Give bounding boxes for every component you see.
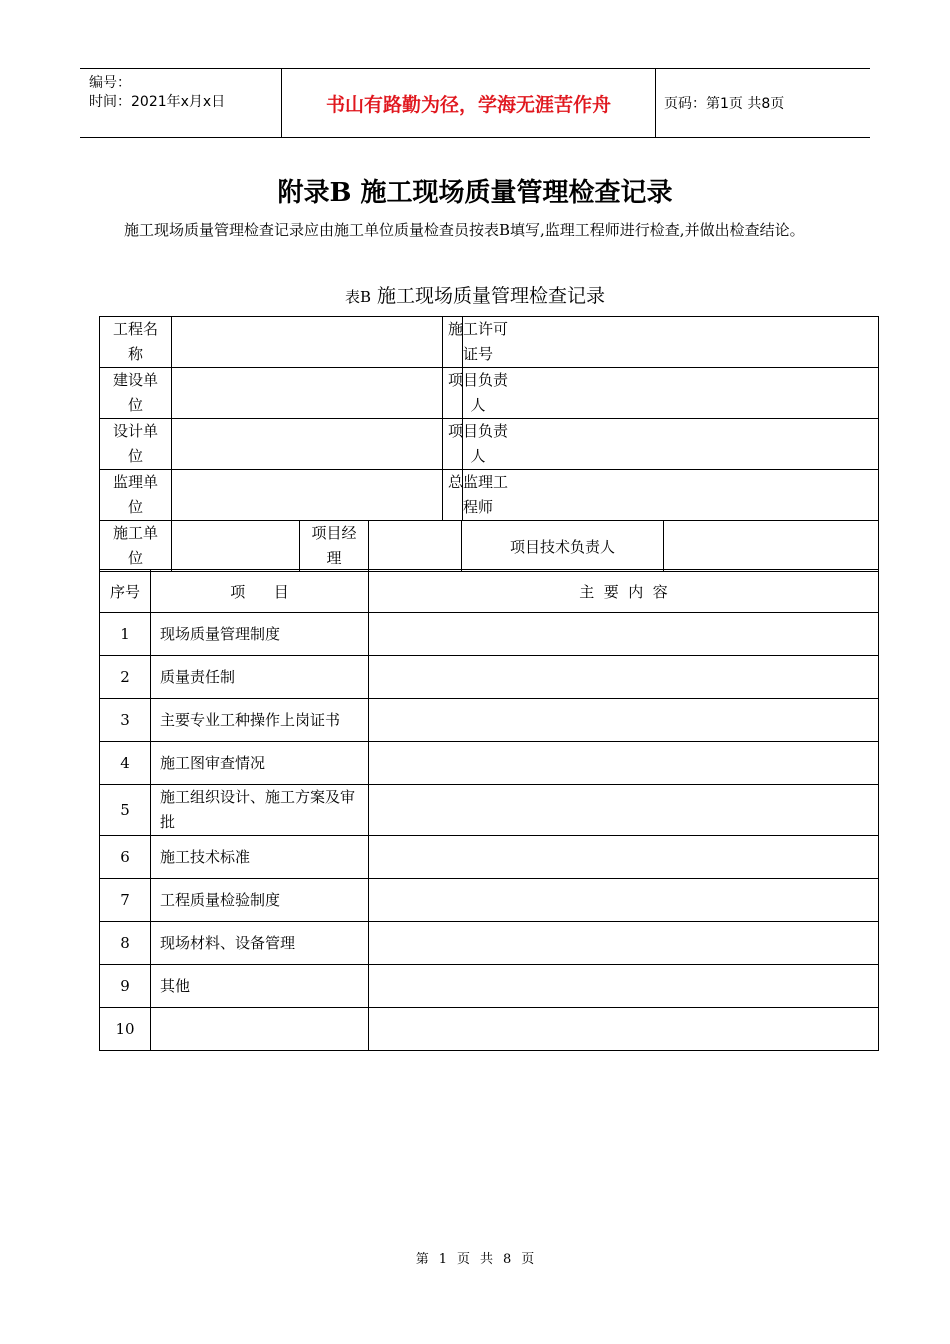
row-no: 3 <box>100 699 151 742</box>
table-header-row <box>100 570 879 613</box>
row-content[interactable] <box>369 836 879 879</box>
value-project-manager[interactable] <box>369 521 462 572</box>
table-row <box>100 785 879 836</box>
row-no: 8 <box>100 922 151 965</box>
value-designer[interactable] <box>172 419 443 470</box>
label-tech-lead: 项目技术负责人 <box>462 521 664 572</box>
label-project-manager: 项目经理 <box>300 521 369 572</box>
header-content: 主 要 内 容 <box>369 570 879 613</box>
table-row <box>100 699 879 742</box>
table-row <box>100 613 879 656</box>
row-content[interactable] <box>369 785 879 836</box>
header-motto: 书山有路勤为径，学海无涯苦作舟 <box>281 69 656 137</box>
row-content[interactable] <box>369 922 879 965</box>
table-row <box>100 836 879 879</box>
row-no: 10 <box>100 1008 151 1051</box>
table-row <box>100 1008 879 1051</box>
intro-paragraph: 施工现场质量管理检查记录应由施工单位质量检查员按表B填写,监理工程师进行检查,并做出检查结论。 <box>124 221 805 239</box>
table-row <box>100 879 879 922</box>
table-row <box>100 965 879 1008</box>
row-item <box>151 1008 369 1051</box>
header-meta <box>80 69 281 137</box>
row-item: 质量责任制 <box>151 656 369 699</box>
table-row <box>100 922 879 965</box>
table-row <box>100 742 879 785</box>
table-row <box>100 470 879 521</box>
label-chief-supervisor: 总监理工程师 <box>443 470 463 521</box>
number-label: 编号： <box>89 75 131 91</box>
value-project-name[interactable] <box>172 317 443 368</box>
row-item: 现场材料、设备管理 <box>151 922 369 965</box>
label-designer-lead: 项目负责人 <box>443 419 463 470</box>
table-row <box>100 368 879 419</box>
footer-total-pages: 8 <box>503 1252 512 1267</box>
label-contractor: 施工单位 <box>100 521 172 572</box>
info-table <box>99 316 879 572</box>
row-item: 工程质量检验制度 <box>151 879 369 922</box>
row-content[interactable] <box>369 613 879 656</box>
row-no: 2 <box>100 656 151 699</box>
row-item: 主要专业工种操作上岗证书 <box>151 699 369 742</box>
footer-word: 第 <box>415 1252 429 1267</box>
document-title: 附录B 施工现场质量管理检查记录 <box>277 178 673 208</box>
label-builder: 建设单位 <box>100 368 172 419</box>
check-table <box>99 569 879 1051</box>
footer-page-num: 1 <box>438 1252 447 1267</box>
page-header <box>80 68 870 138</box>
page-footer <box>0 1248 950 1267</box>
row-no: 6 <box>100 836 151 879</box>
row-no: 7 <box>100 879 151 922</box>
table-row <box>100 656 879 699</box>
label-permit-no: 施工许可证号 <box>443 317 463 368</box>
row-item: 施工组织设计、施工方案及审批 <box>151 785 369 836</box>
row-content[interactable] <box>369 965 879 1008</box>
row-item: 施工图审查情况 <box>151 742 369 785</box>
row-no: 5 <box>100 785 151 836</box>
header-no: 序号 <box>100 570 151 613</box>
value-chief-supervisor[interactable] <box>463 470 879 521</box>
value-permit-no[interactable] <box>463 317 879 368</box>
table-caption <box>0 281 950 308</box>
table-row <box>100 419 879 470</box>
value-builder-lead[interactable] <box>463 368 879 419</box>
row-item: 施工技术标准 <box>151 836 369 879</box>
table-row <box>100 317 879 368</box>
table-row <box>100 521 879 572</box>
header-item: 项 目 <box>151 570 369 613</box>
footer-word: 共 <box>480 1252 494 1267</box>
footer-word: 页 <box>456 1252 470 1267</box>
label-designer: 设计单位 <box>100 419 172 470</box>
label-supervisor: 监理单位 <box>100 470 172 521</box>
row-content[interactable] <box>369 879 879 922</box>
footer-word: 页 <box>521 1252 535 1267</box>
row-content[interactable] <box>369 1008 879 1051</box>
table-caption-prefix: 表B <box>344 288 371 306</box>
value-builder[interactable] <box>172 368 443 419</box>
row-no: 9 <box>100 965 151 1008</box>
row-no: 1 <box>100 613 151 656</box>
row-content[interactable] <box>369 742 879 785</box>
header-page-info: 页码：第1页 共8页 <box>664 96 785 112</box>
row-item: 现场质量管理制度 <box>151 613 369 656</box>
row-item: 其他 <box>151 965 369 1008</box>
table-caption-text: 施工现场质量管理检查记录 <box>370 285 606 307</box>
label-project-name: 工程名称 <box>100 317 172 368</box>
value-contractor[interactable] <box>172 521 300 572</box>
row-content[interactable] <box>369 656 879 699</box>
value-supervisor[interactable] <box>172 470 443 521</box>
time-label: 时间：2021年x月x日 <box>89 94 226 110</box>
value-designer-lead[interactable] <box>463 419 879 470</box>
row-no: 4 <box>100 742 151 785</box>
row-content[interactable] <box>369 699 879 742</box>
value-tech-lead[interactable] <box>664 521 879 572</box>
label-builder-lead: 项目负责人 <box>443 368 463 419</box>
